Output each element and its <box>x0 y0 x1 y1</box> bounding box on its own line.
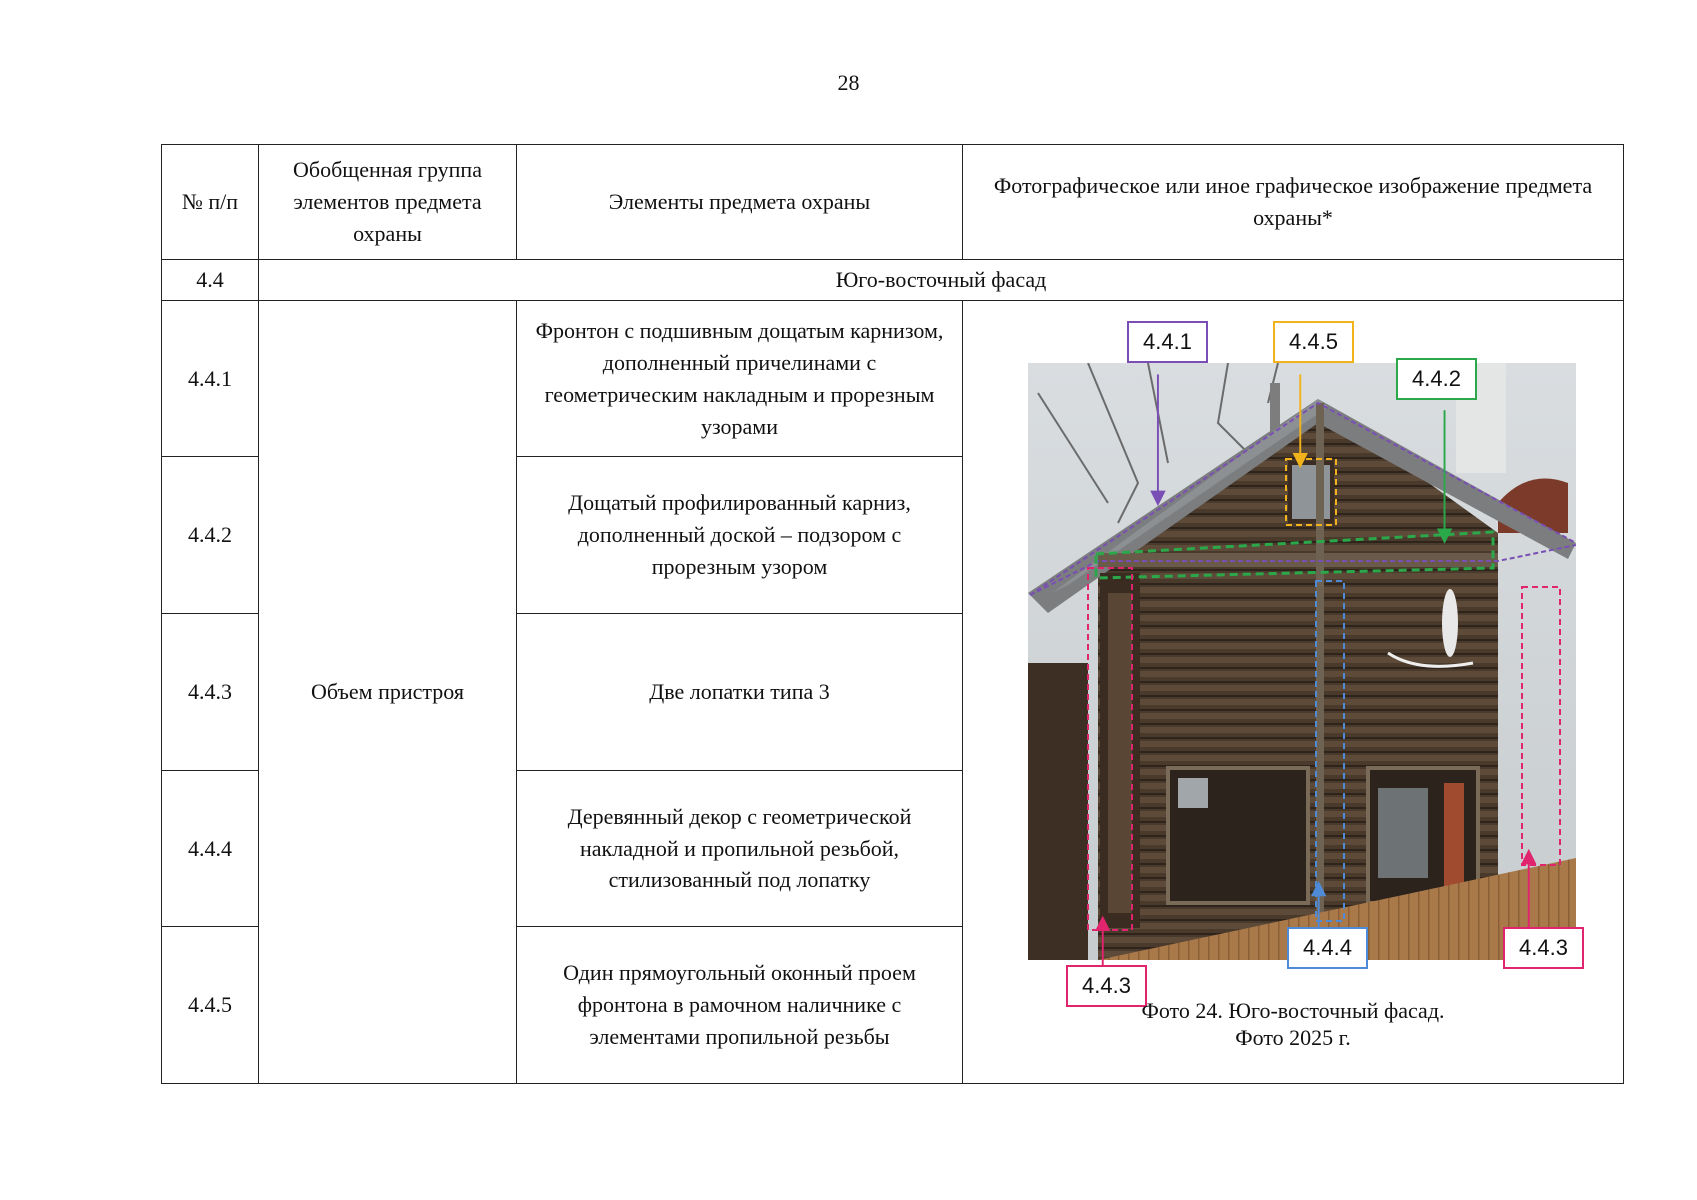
label-4-4-1: 4.4.1 <box>1127 321 1208 363</box>
row-text: Фронтон с подшивным дощатым карнизом, дополненный причелинами с геометрическим накладным и прорезным узорами <box>517 300 963 457</box>
row-text: Две лопатки типа 3 <box>517 614 963 771</box>
row-num: 4.4.2 <box>162 457 259 614</box>
row-text: Один прямоугольный оконный проем фронтона в рамочном наличнике с элементами пропильной резьбы <box>517 927 963 1084</box>
facade-photo <box>1028 363 1576 960</box>
header-image: Фотографическое или иное графическое изображение предмета охраны* <box>963 145 1624 260</box>
row-num: 4.4.1 <box>162 300 259 457</box>
row-num: 4.4.5 <box>162 927 259 1084</box>
photo-cell <box>963 300 1624 1083</box>
header-group: Обобщенная группа элементов предмета охраны <box>259 145 517 260</box>
label-4-4-3-left: 4.4.3 <box>1066 965 1147 1007</box>
protection-table <box>161 144 1624 1084</box>
label-4-4-3-right: 4.4.3 <box>1503 927 1584 969</box>
section-num: 4.4 <box>162 260 259 301</box>
row-text: Деревянный декор с геометрической накладной и пропильной резьбой, стилизованный под лопатку <box>517 770 963 927</box>
caption-line-2: Фото 2025 г. <box>1235 1025 1351 1051</box>
label-4-4-5: 4.4.5 <box>1273 321 1354 363</box>
section-row <box>162 260 1624 301</box>
row-text: Дощатый профилированный карниз, дополненный доской – подзором с прорезным узором <box>517 457 963 614</box>
caption-line-1: Фото 24. Юго-восточный фасад. <box>1141 997 1445 1023</box>
row-num: 4.4.4 <box>162 770 259 927</box>
table-header-row <box>162 145 1624 260</box>
table-row <box>162 300 1624 457</box>
header-elements: Элементы предмета охраны <box>517 145 963 260</box>
label-4-4-2: 4.4.2 <box>1396 358 1477 400</box>
photo-caption <box>973 997 1613 1052</box>
label-4-4-4: 4.4.4 <box>1287 927 1368 969</box>
group-cell: Объем пристроя <box>259 300 517 1083</box>
header-num: № п/п <box>162 145 259 260</box>
section-title: Юго-восточный фасад <box>259 260 1624 301</box>
photo-figure <box>973 307 1613 1077</box>
page-number: 28 <box>837 70 860 95</box>
row-num: 4.4.3 <box>162 614 259 771</box>
